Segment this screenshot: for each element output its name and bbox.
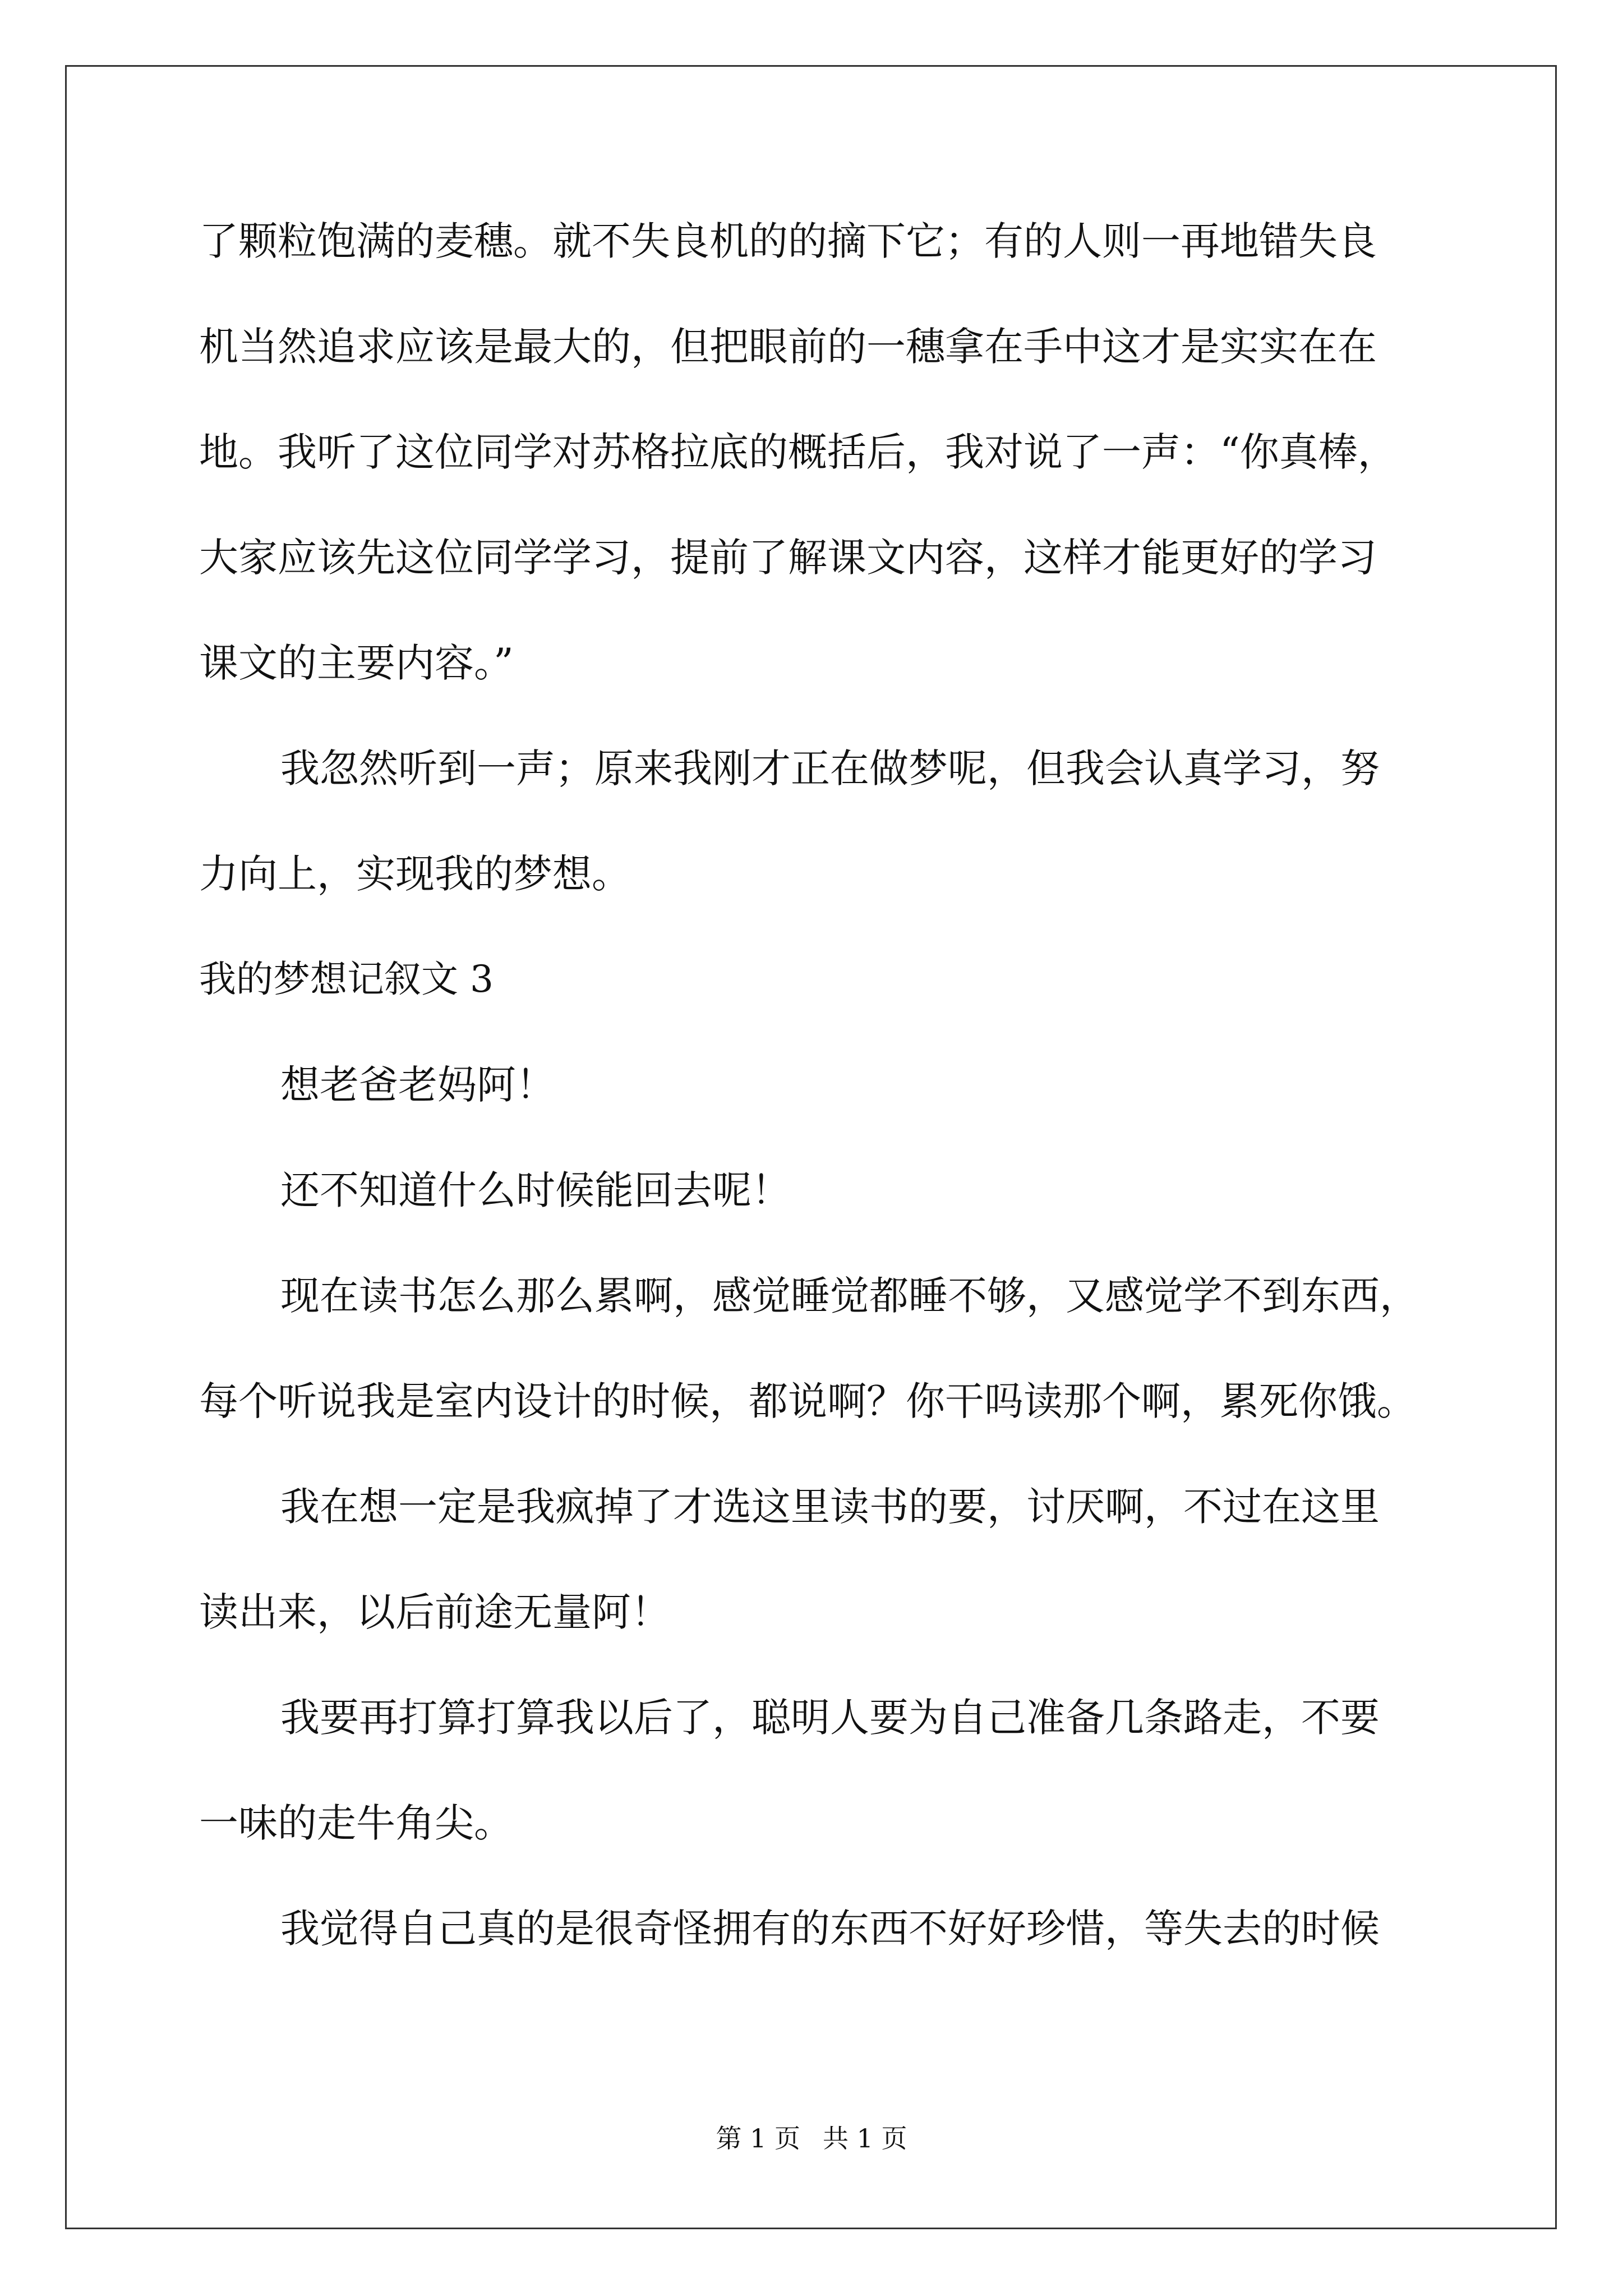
text-line: 还不知道什么时候能回去呢！ — [280, 1167, 791, 1213]
text-line: 机当然追求应该是最大的，但把眼前的一穗拿在手中这才是实实在在 — [199, 324, 1377, 370]
page-footer — [0, 2122, 1623, 2155]
text-line: 了颗粒饱满的麦穗。就不失良机的的摘下它；有的人则一再地错失良 — [199, 218, 1377, 264]
text-line: 每个听说我是室内设计的时候，都说啊？你干吗读那个啊，累死你饿。 — [199, 1378, 1416, 1424]
page-number-total: 共 1 页 — [823, 2123, 907, 2154]
section-heading: 我的梦想记叙文 3 — [199, 958, 494, 1001]
text-line: 力向上，实现我的梦想。 — [199, 851, 631, 897]
text-line: 地。我听了这位同学对苏格拉底的概括后，我对说了一声：“你真棒， — [199, 429, 1397, 475]
text-line: 一味的走牛角尖。 — [199, 1800, 513, 1846]
text-line: 我在想一定是我疯掉了才选这里读书的要，讨厌啊，不过在这里 — [280, 1484, 1380, 1530]
page-number-current: 第 1 页 — [716, 2123, 800, 2154]
text-line: 课文的主要内容。” — [199, 640, 514, 686]
text-line: 想老爸老妈阿！ — [280, 1062, 555, 1108]
text-line: 我忽然听到一声；原来我刚才正在做梦呢，但我会认真学习，努 — [280, 746, 1380, 792]
text-line: 大家应该先这位同学学习，提前了解课文内容，这样才能更好的学习 — [199, 535, 1377, 581]
text-line: 我觉得自己真的是很奇怪拥有的东西不好好珍惜，等失去的时候 — [280, 1906, 1380, 1952]
text-line: 读出来，以后前途无量阿！ — [199, 1589, 670, 1635]
text-line: 我要再打算打算我以后了，聪明人要为自己准备几条路走，不要 — [280, 1695, 1380, 1741]
text-line: 现在读书怎么那么累啊，感觉睡觉都睡不够，又感觉学不到东西， — [280, 1273, 1419, 1319]
